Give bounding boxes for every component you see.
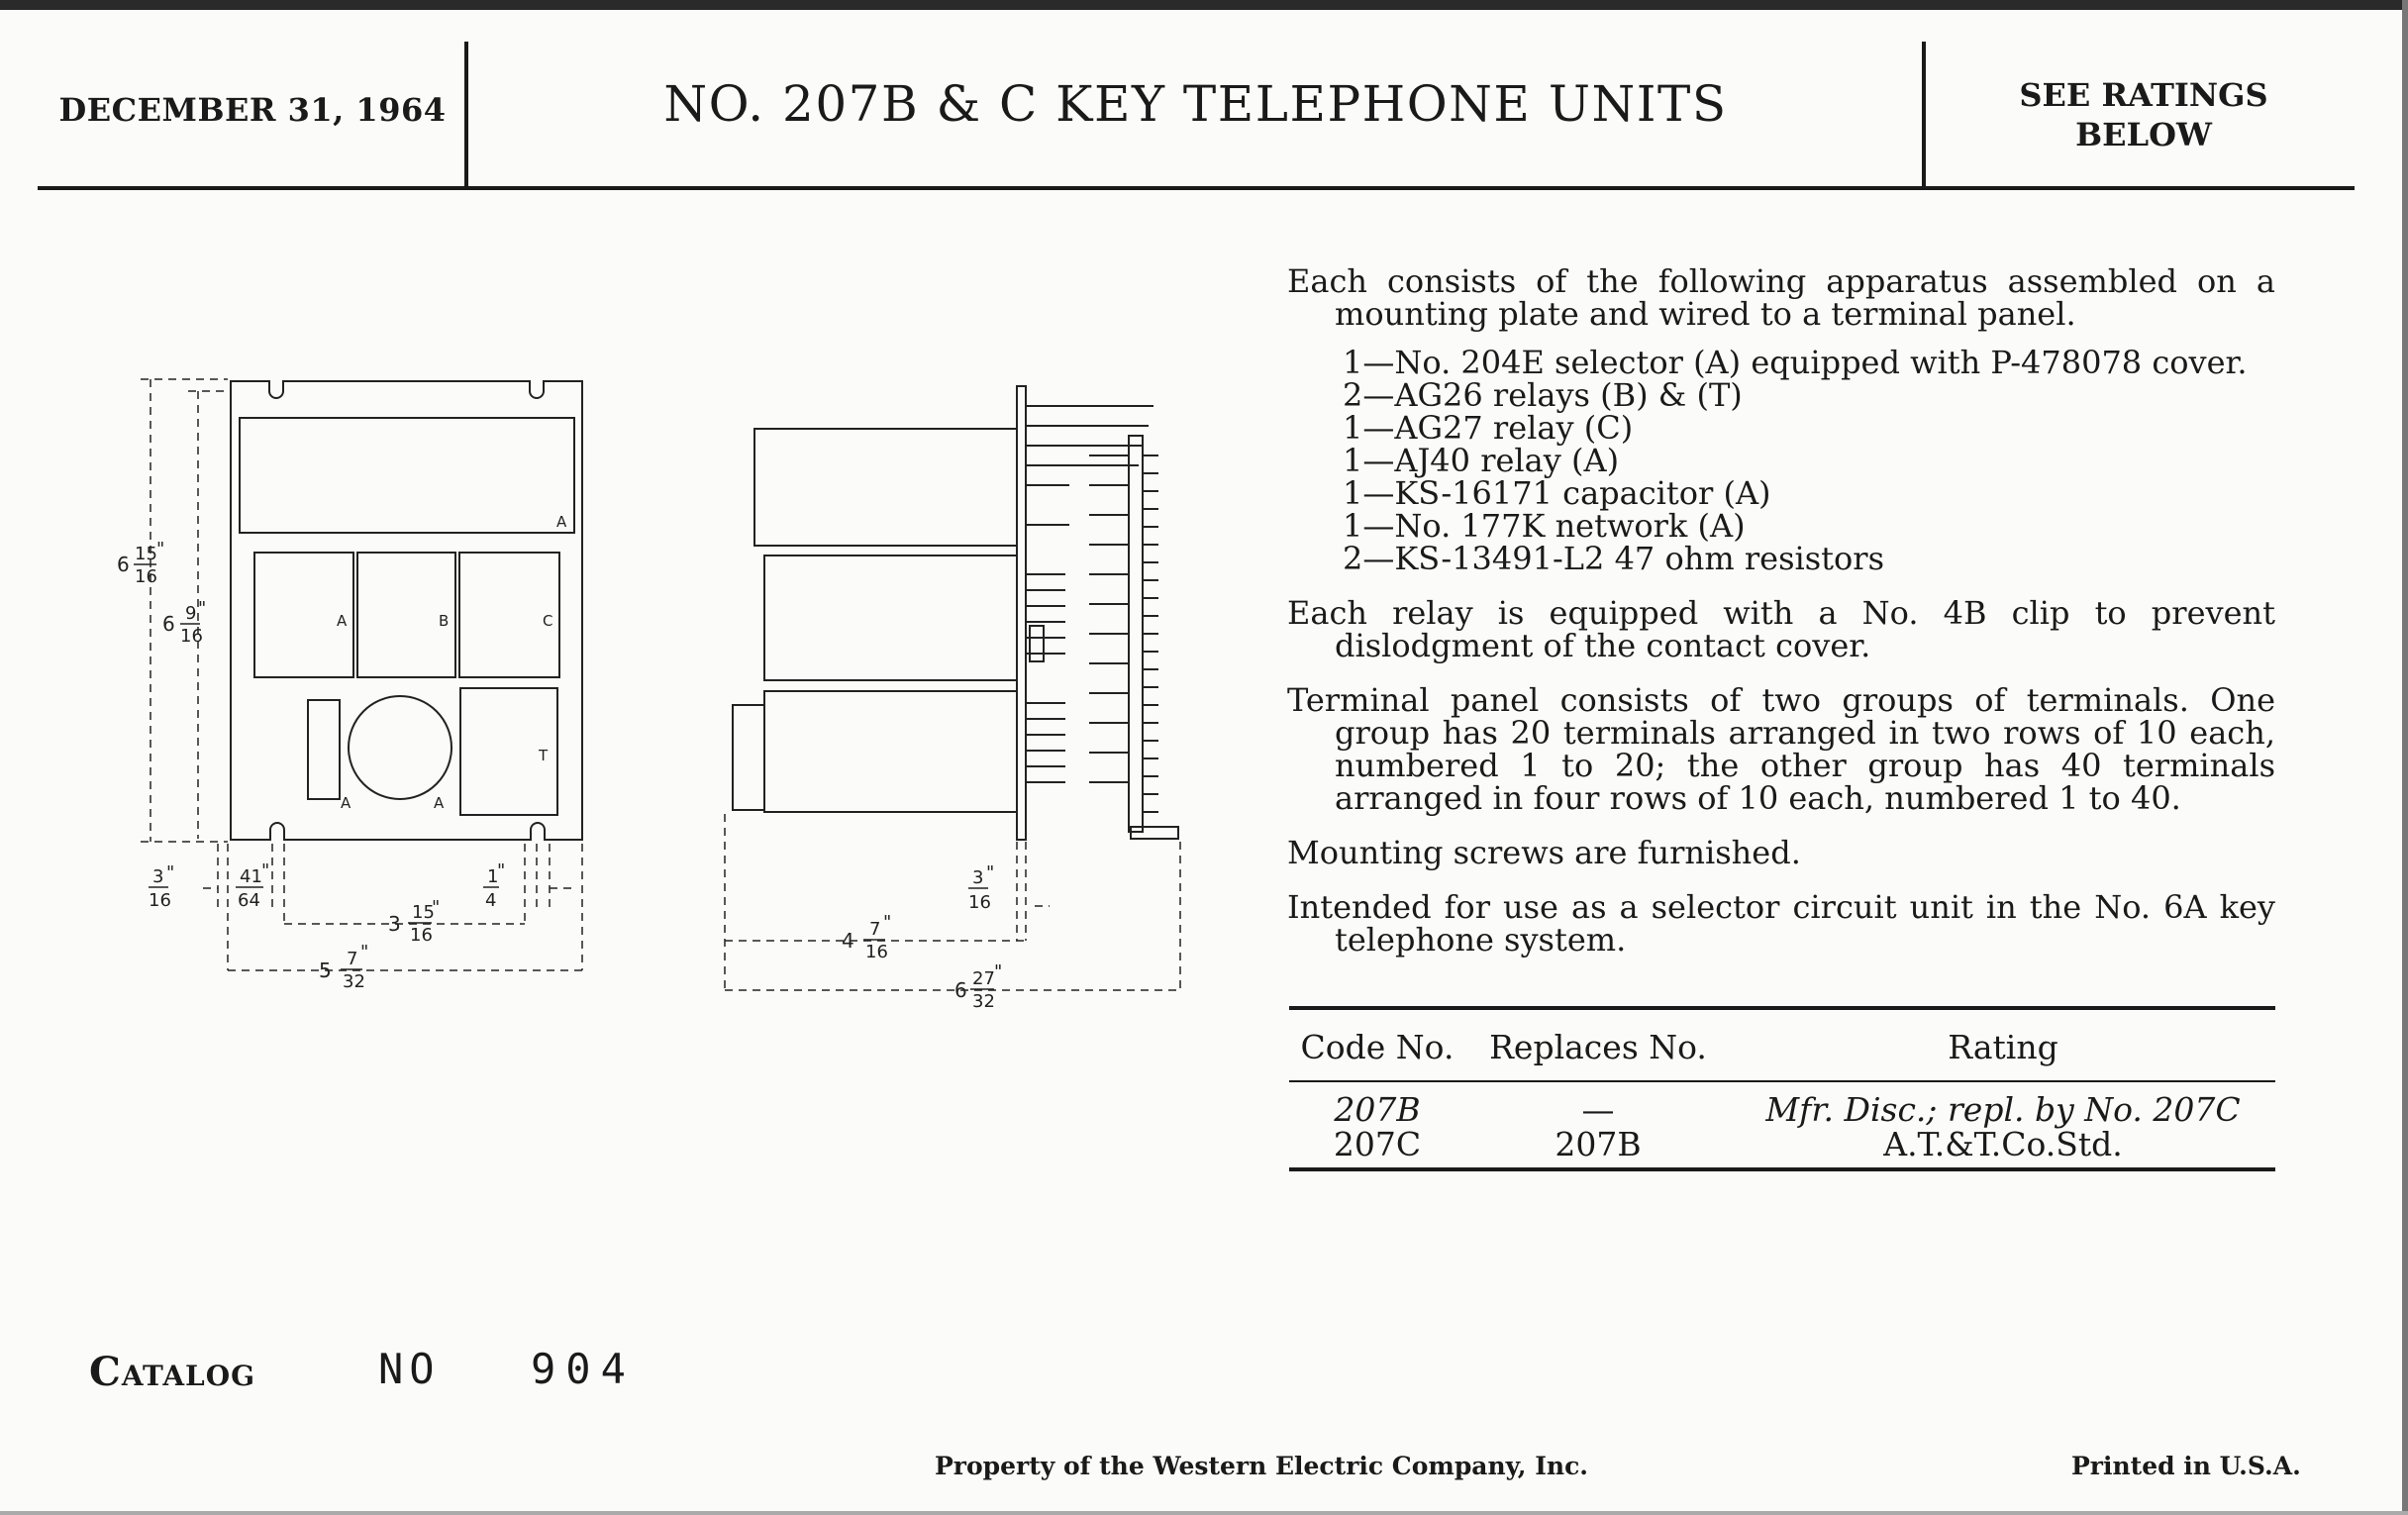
terminal-note: Terminal panel consists of two groups of terminals. One group has 20 terminals arranged in two rows of 10 each, numbered 1 to 20; the other group has 40 terminals arranged in four rows of 10 each, numbered 1 to 40. bbox=[1287, 681, 2275, 817]
apparatus-list bbox=[1287, 344, 2275, 577]
svg-text:6: 6 bbox=[954, 978, 967, 1002]
cell-replaces: — bbox=[1581, 1090, 1615, 1129]
label-capacitor: A bbox=[341, 794, 351, 812]
svg-text:64: 64 bbox=[238, 890, 260, 911]
svg-text:3: 3 bbox=[152, 866, 164, 887]
list-item: 1—KS-16171 capacitor (A) bbox=[1343, 474, 1771, 512]
label-relay-a: A bbox=[337, 612, 348, 630]
header-code: Code No. bbox=[1289, 1008, 1465, 1081]
svg-text:3: 3 bbox=[388, 912, 401, 936]
label-network: A bbox=[434, 794, 445, 812]
label-selector: A bbox=[556, 513, 567, 531]
front-view bbox=[231, 381, 582, 840]
dim-width bbox=[319, 942, 368, 992]
svg-text:27: 27 bbox=[972, 968, 995, 989]
cell-rating: A.T.&T.Co.Std. bbox=[1731, 1127, 2275, 1169]
header-divider-left bbox=[464, 42, 468, 190]
dim-slot-offset bbox=[149, 862, 174, 911]
scan-bottom-edge bbox=[0, 1511, 2408, 1515]
header-rating: Rating bbox=[1731, 1008, 2275, 1081]
svg-text:16: 16 bbox=[149, 890, 171, 911]
svg-text:": " bbox=[497, 860, 506, 881]
list-item: 2—KS-13491-L2 47 ohm resistors bbox=[1343, 540, 1884, 577]
rating-note-line2: BELOW bbox=[2075, 116, 2212, 153]
dim-slot-right bbox=[483, 860, 505, 911]
side-view bbox=[733, 386, 1178, 840]
svg-text:7: 7 bbox=[347, 949, 358, 969]
label-relay-b: B bbox=[439, 612, 450, 630]
svg-text:16: 16 bbox=[865, 942, 888, 962]
dim-height-inner bbox=[162, 598, 206, 647]
svg-text:6: 6 bbox=[117, 553, 130, 576]
svg-text:16: 16 bbox=[180, 626, 203, 647]
cell-replaces: 207B bbox=[1465, 1127, 1731, 1169]
dim-height-outer bbox=[117, 539, 164, 587]
svg-text:": " bbox=[156, 539, 165, 559]
svg-text:4: 4 bbox=[485, 890, 497, 911]
front-dimension-lines bbox=[141, 379, 582, 970]
header-replaces: Replaces No. bbox=[1465, 1008, 1731, 1081]
list-item: 2—AG26 relays (B) & (T) bbox=[1343, 376, 1743, 414]
label-relay-c: C bbox=[543, 612, 553, 630]
dim-depth-total bbox=[954, 961, 1002, 1010]
ratings-table bbox=[1289, 1006, 2275, 1171]
svg-text:15: 15 bbox=[135, 544, 157, 564]
svg-text:16: 16 bbox=[968, 892, 991, 913]
catalog-number: 904 bbox=[531, 1345, 636, 1393]
list-item: 1—AG27 relay (C) bbox=[1343, 409, 1634, 447]
cell-rating: Mfr. Disc.; repl. by No. 207C bbox=[1765, 1090, 2241, 1129]
footer-printed: Printed in U.S.A. bbox=[2071, 1452, 2301, 1480]
svg-text:16: 16 bbox=[410, 925, 433, 946]
svg-text:32: 32 bbox=[343, 971, 365, 992]
svg-text:": " bbox=[994, 961, 1003, 982]
svg-text:": " bbox=[883, 912, 892, 933]
svg-text:9: 9 bbox=[185, 603, 197, 624]
svg-text:16: 16 bbox=[135, 566, 157, 587]
scan-top-edge bbox=[0, 0, 2408, 10]
scan-right-edge bbox=[2402, 0, 2408, 1515]
rating-note-line1: SEE RATINGS bbox=[2019, 76, 2268, 114]
svg-text:32: 32 bbox=[972, 991, 995, 1010]
header-rating-note bbox=[1926, 75, 2361, 154]
svg-text:1: 1 bbox=[487, 866, 499, 887]
table-row bbox=[1289, 1081, 2275, 1127]
svg-text:7: 7 bbox=[869, 919, 881, 940]
catalog-label: Catalog bbox=[89, 1349, 256, 1395]
component-labels bbox=[337, 513, 567, 812]
svg-text:": " bbox=[360, 942, 369, 962]
list-item: 1—No. 177K network (A) bbox=[1343, 507, 1746, 545]
header-date: DECEMBER 31, 1964 bbox=[58, 91, 447, 129]
svg-text:": " bbox=[986, 862, 995, 883]
svg-text:": " bbox=[261, 860, 270, 881]
svg-text:4: 4 bbox=[842, 929, 854, 953]
list-item: 1—AJ40 relay (A) bbox=[1343, 442, 1620, 479]
table-row bbox=[1289, 1127, 2275, 1169]
screws-note: Mounting screws are furnished. bbox=[1287, 834, 1801, 871]
page-title: NO. 207B & C KEY TELEPHONE UNITS bbox=[663, 75, 1728, 133]
dim-plate-offset bbox=[968, 862, 994, 913]
side-dimension-lines bbox=[725, 814, 1180, 990]
catalog-no-label: NO bbox=[378, 1345, 441, 1393]
cell-code: 207B bbox=[1334, 1090, 1421, 1129]
svg-text:": " bbox=[432, 897, 441, 918]
dim-slot-left bbox=[236, 860, 269, 911]
description bbox=[1287, 262, 2275, 978]
table-header-row bbox=[1289, 1008, 2275, 1081]
svg-text:5: 5 bbox=[319, 959, 332, 982]
list-item: 1—No. 204E selector (A) equipped with P-478078 cover. bbox=[1343, 344, 2248, 381]
apparatus-drawing bbox=[99, 356, 1208, 1010]
svg-text:15: 15 bbox=[412, 902, 435, 923]
svg-text:": " bbox=[166, 862, 175, 883]
header-divider-right bbox=[1922, 42, 1926, 190]
svg-text:6: 6 bbox=[162, 612, 175, 636]
relay-note: Each relay is equipped with a No. 4B clip to prevent dislodgment of the contact cover. bbox=[1287, 594, 2275, 664]
svg-text:": " bbox=[198, 598, 207, 619]
footer-property: Property of the Western Electric Company, Inc. bbox=[935, 1452, 1589, 1480]
header-rule bbox=[38, 186, 2355, 190]
dim-slot-spacing bbox=[388, 897, 440, 946]
svg-text:41: 41 bbox=[240, 866, 262, 887]
label-relay-t: T bbox=[539, 747, 549, 764]
intro-paragraph: Each consists of the following apparatus assembled on a mounting plate and wired to a terminal panel. bbox=[1287, 262, 2275, 333]
svg-text:3: 3 bbox=[972, 867, 984, 888]
dim-depth-body bbox=[842, 912, 891, 962]
usage-note: Intended for use as a selector circuit unit in the No. 6A key telephone system. bbox=[1287, 888, 2275, 959]
cell-code: 207C bbox=[1289, 1127, 1465, 1169]
